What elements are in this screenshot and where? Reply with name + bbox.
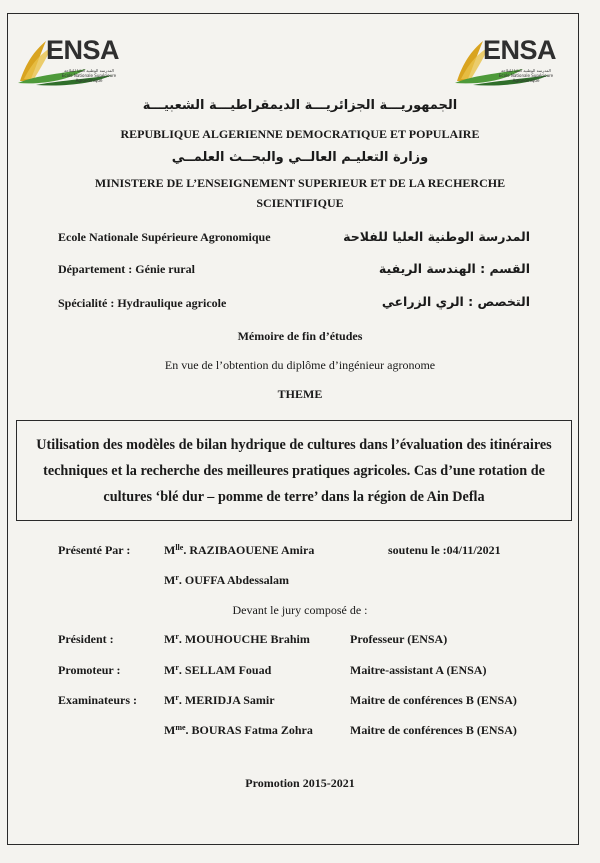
jury-member-grade: Maitre de conférences B (ENSA): [350, 723, 517, 737]
jury-member-grade: Maitre de conférences B (ENSA): [350, 693, 517, 707]
ministry-french-line2: SCIENTIFIQUE: [256, 196, 344, 210]
theme-label: THEME: [277, 387, 323, 401]
ensa-wordmark: ENSA: [483, 35, 557, 65]
student-2: $M^r$. OUFFA Abdessalam: [164, 573, 290, 587]
school-french: Ecole Nationale Supérieure Agronomique: [58, 230, 271, 244]
jury-member-name: $M^r$. MOUHOUCHE Brahim: [164, 632, 310, 646]
school-arabic: المدرسة الوطنية العليا للفلاحة: [343, 229, 530, 244]
ministry-arabic: وزارة التعليـم العالــي والبحــث العلمــي: [171, 150, 429, 165]
department-arabic: القسم : الهندسة الريفية: [378, 261, 530, 276]
logo-subtitle: [491, 68, 561, 83]
department-french: Département : Génie rural: [58, 262, 195, 276]
defense-date: soutenu le :04/11/2021: [388, 543, 501, 557]
ministry-french-line1: MINISTERE DE L’ENSEIGNEMENT SUPERIEUR ET DE LA RECHERCHE: [94, 176, 506, 190]
specialty-arabic: التخصص : الري الزراعي: [381, 294, 530, 309]
republic-arabic: الجمهوريـــة الجزائريـــة الديمقراطيـــة الشعبيـــة: [142, 98, 458, 113]
jury-intro: Devant le jury composé de :: [232, 603, 368, 617]
memoire-subtitle: En vue de l’obtention du diplôme d’ingénieur agronome: [164, 358, 436, 372]
ensa-wordmark: ENSA: [46, 35, 120, 65]
theme-box: [16, 420, 572, 521]
jury-role: Président :: [58, 632, 114, 646]
republic-french: REPUBLIQUE ALGERIENNE DEMOCRATIQUE ET POPULAIRE: [120, 127, 480, 141]
theme-text: Utilisation des modèles de bilan hydrique de cultures dans l’évaluation des itinéraires techniques et la recherche des meilleures pratiques agricoles. Cas d’une rotation de cultures ‘blé dur – pomme de terre’ dans la région de Ain Defla: [36, 436, 552, 505]
logo-subtitle-fr: Ecole Nationale Supérieure Agronomique: [61, 73, 117, 83]
logo-subtitle-fr: Ecole Nationale Supérieure Agronomique: [498, 73, 554, 83]
presented-by-label: Présenté Par :: [58, 543, 131, 557]
jury-member-name: $M^{me}$. BOURAS Fatma Zohra: [164, 723, 313, 737]
specialty-french: Spécialité : Hydraulique agricole: [58, 296, 227, 310]
promotion: Promotion 2015-2021: [245, 776, 355, 790]
logo-subtitle-ar: المدرسة الوطنية العليا للفلاحة: [501, 68, 551, 73]
jury-role: Promoteur :: [58, 663, 121, 677]
jury-member-name: $M^r$. MERIDJA Samir: [164, 693, 275, 707]
logo-subtitle-ar: المدرسة الوطنية العليا للفلاحة: [64, 68, 114, 73]
jury-member-grade: Maitre-assistant A (ENSA): [350, 663, 487, 677]
logo-subtitle: [54, 68, 124, 83]
ensa-logo-left: [16, 33, 128, 87]
jury-member-name: $M^r$. SELLAM Fouad: [164, 663, 272, 677]
memoire-title: Mémoire de fin d’études: [237, 329, 363, 343]
student-1: $M^{lle}$. RAZIBAOUENE Amira: [164, 543, 315, 557]
jury-role: Examinateurs :: [58, 693, 137, 707]
ensa-logo-right: [453, 33, 565, 87]
jury-member-grade: Professeur (ENSA): [350, 632, 448, 646]
